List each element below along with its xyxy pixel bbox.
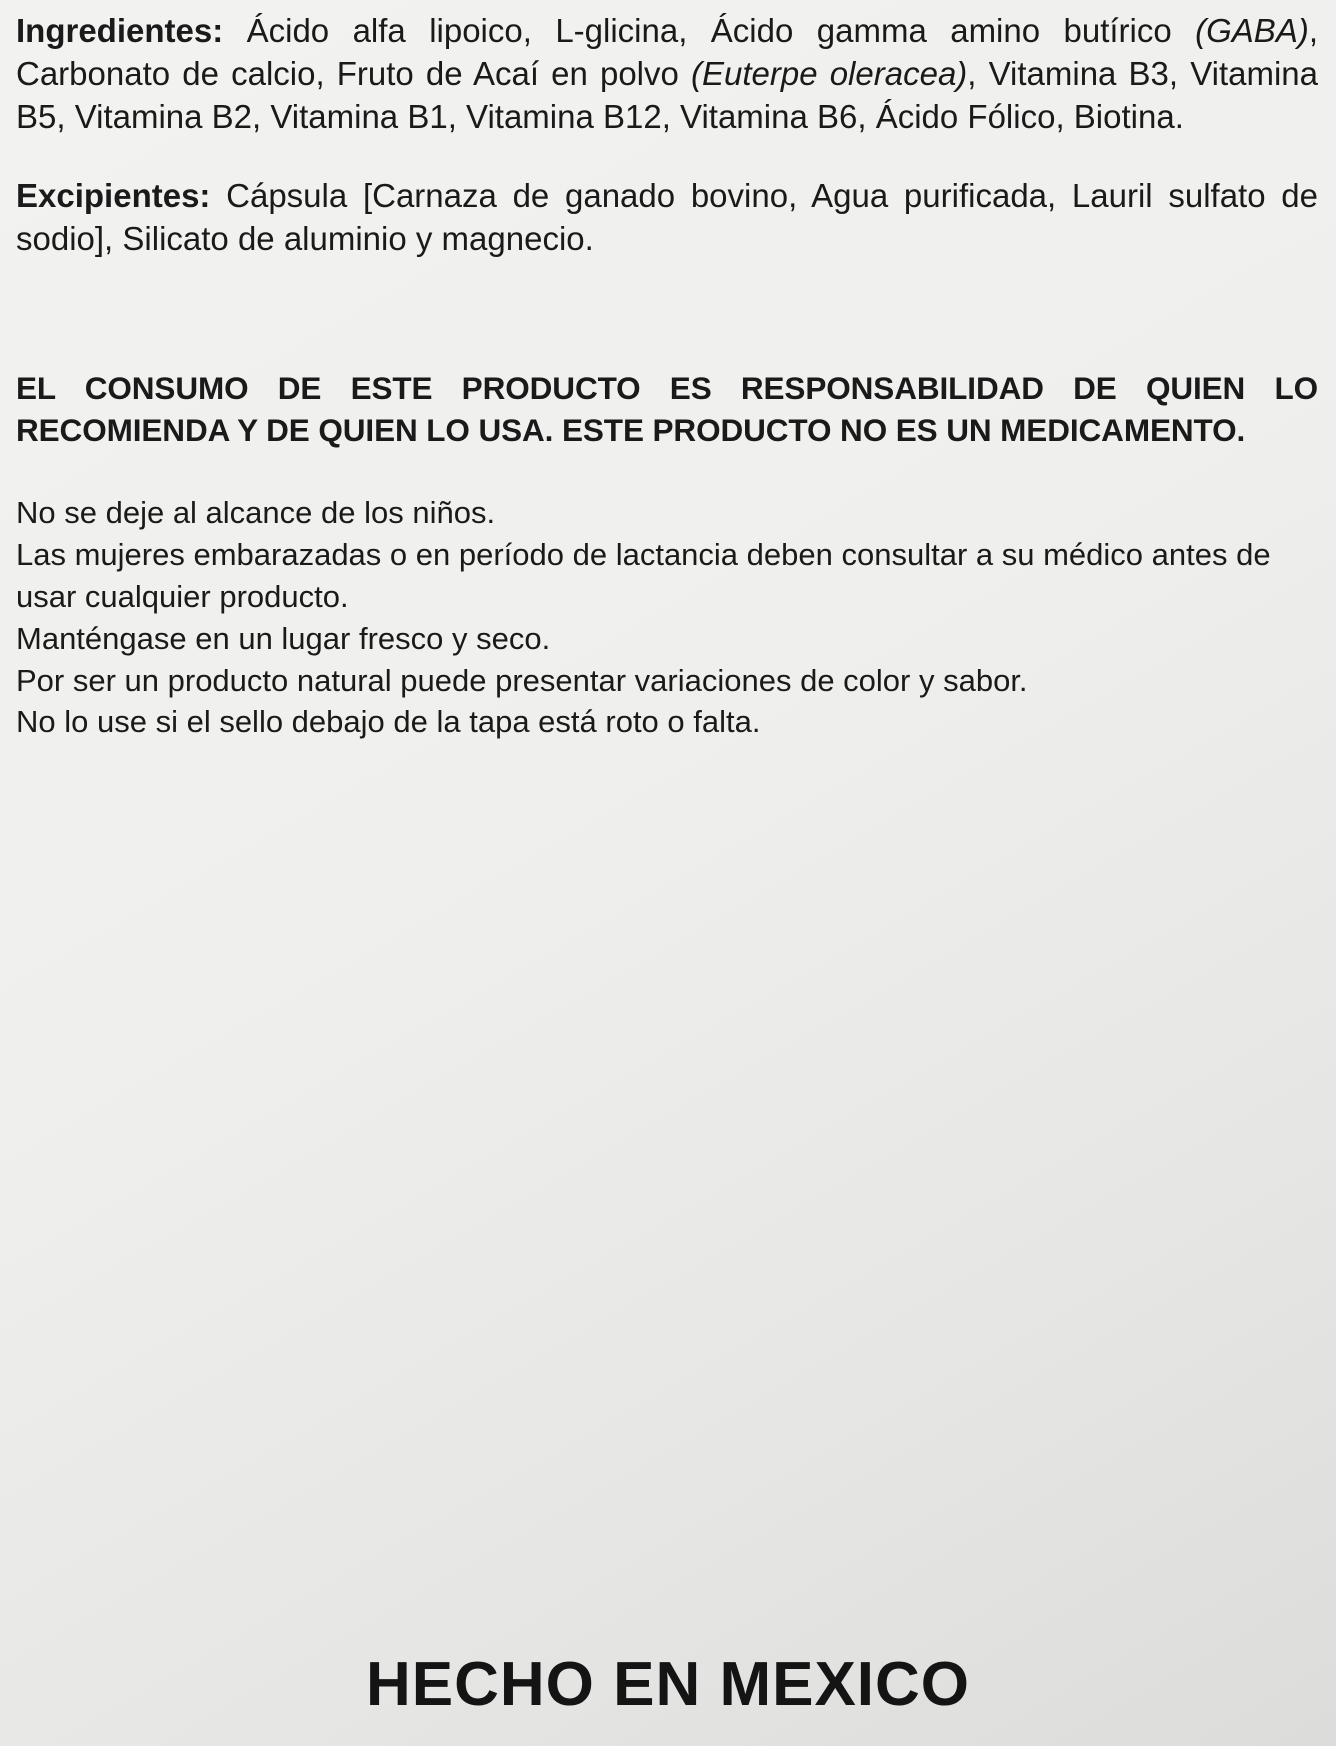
- ingredients-italic-gaba: (GABA): [1195, 12, 1309, 49]
- list-item: Manténgase en un lugar fresco y seco.: [16, 620, 551, 656]
- ingredients-text-3: , Vitamina B3, Vitamina B5, Vitamina B2, Vitamina B1, Vitamina B12, Vitamina B6, Ácido Fólico, Biotina.: [16, 54, 1319, 135]
- ingredients-text-1: Ácido alfa lipoico, L-glicina, Ácido gamma amino butírico: [223, 12, 1196, 49]
- made-in-mexico-footer: HECHO EN MEXICO: [365, 1650, 971, 1719]
- responsibility-warning: EL CONSUMO DE ESTE PRODUCTO ES RESPONSABILIDAD DE QUIEN LO RECOMIENDA Y DE QUIEN LO USA. ESTE PRODUCTO NO ES UN MEDICAMENTO.: [16, 370, 1318, 449]
- ingredients-paragraph: [16, 10, 1318, 139]
- usage-notes-list: [16, 492, 1318, 743]
- list-item: No lo use si el sello debajo de la tapa está roto o falta.: [16, 704, 761, 740]
- list-item: No se deje al alcance de los niños.: [16, 495, 496, 531]
- list-item: Las mujeres embarazadas o en período de lactancia deben consultar a su médico antes de usar cualquier producto.: [16, 537, 1271, 614]
- excipients-text: Cápsula [Carnaza de ganado bovino, Agua purificada, Lauril sulfato de sodio], Silicato de aluminio y magnecio.: [16, 176, 1318, 257]
- list-item: Por ser un producto natural puede presentar variaciones de color y sabor.: [16, 662, 1028, 698]
- ingredients-heading: Ingredientes:: [16, 12, 224, 49]
- ingredients-text-2: , Carbonato de calcio, Fruto de Acaí en polvo: [16, 12, 1318, 92]
- ingredients-italic-euterpe: (Euterpe oleracea): [691, 54, 968, 92]
- excipients-heading: Excipientes:: [16, 176, 211, 214]
- excipients-paragraph: [16, 175, 1318, 261]
